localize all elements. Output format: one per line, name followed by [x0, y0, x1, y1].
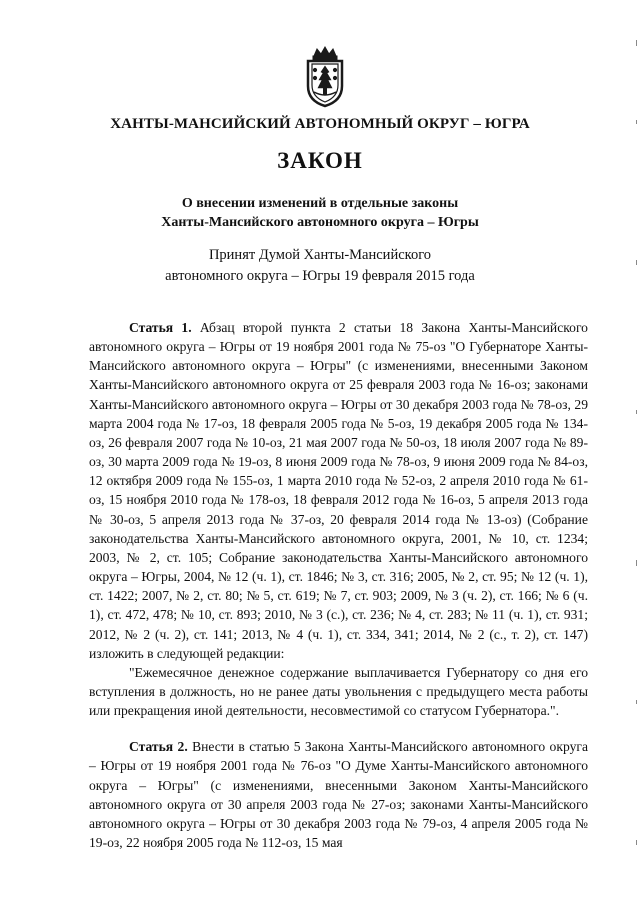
article-1-text: Абзац второй пункта 2 статьи 18 Закона Ханты-Мансийского автономного округа – Югры от 19 ноября 2001 года № 75-оз "О Губернаторе Ханты-Мансийского автономного округа – Югры" (с изменениями, внесенными Законом Ханты-Мансийского автономного округа от 25 февраля 2003 года № 16-оз; законами Ханты-Мансийского автономного округа – Югры от 30 декабря 2003 года № 78-оз, 29 марта 2004 года № 17-оз, 18 февраля 2005 года № 5-оз, 19 декабря 2005 года № 134-оз, 26 февраля 2007 года № 10-оз, 21 мая 2007 года № 50-оз, 18 июля 2007 года № 89-оз, 30 марта 2009 года № 19-оз, 8 июня 2009 года № 78-оз, 9 июня 2009 года № 84-оз, 12 октября 2009 года № 155-оз, 1 марта 2010 года № 52-оз, 2 апреля 2010 года № 61-оз, 15 ноября 2010 года № 178-оз, 18 февраля 2012 года № 16-оз, 5 апреля 2013 года № 30-оз, 5 апреля 2013 года № 37-оз, 20 февраля 2014 года № 13-оз) (Собрание законодательства Ханты-Мансийского автономного округа, 2001, № 10, ст. 1234; 2003, № 2, ст. 105; Собрание законодательства Ханты-Мансийского автономного округа – Югры, 2004, № 12 (ч. 1), ст. 1846; № 3, ст. 316; 2005, № 2, ст. 95; № 12 (ч. 1), ст. 1422; 2007, № 2, ст. 80; № 5, ст. 619; № 7, ст. 903; 2009, № 3 (ч. 2), ст. 166; № 6 (ч. 1), ст. 472, 478; № 10, ст. 893; 2010, № 3 (с.), ст. 236; № 4, ст. 283; № 11 (ч. 1), ст. 931; 2012, № 2 (ч. 2), ст. 141; 2013, № 4 (ч. 1), ст. 334, 341; 2014, № 2 (с., т. 2), ст. 147) изложить в следующей редакции: [89, 320, 588, 661]
subtitle-line-2: Ханты-Мансийского автономного округа – Югры [161, 215, 479, 230]
law-subtitle [0, 194, 640, 232]
scan-edge-marks [635, 0, 638, 905]
article-2-label: Статья 2. [129, 739, 188, 755]
article-1-paragraph [89, 318, 588, 663]
article-2-paragraph [89, 737, 588, 852]
law-body [89, 318, 588, 852]
subtitle-line-1: О внесении изменений в отдельные законы [181, 196, 459, 211]
document-type-title: ЗАКОН [277, 148, 363, 173]
article-2-text: Внести в статью 5 Закона Ханты-Мансийского автономного округа – Югры от 19 ноября 2001 года № 76-оз "О Думе Ханты-Мансийского автономного округа – Югры" (с изменениями, внесенными Законом Ханты-Мансийского автономного округа от 30 апреля 2003 года № 27-оз; законами Ханты-Мансийского автономного округа – Югры от 30 декабря 2003 года № 79-оз, 4 апреля 2005 года № 19-оз, 22 ноября 2005 года № 112-оз, 15 мая [89, 739, 588, 851]
adoption-note [0, 245, 640, 287]
article-1-quote: "Ежемесячное денежное содержание выплачивается Губернатору со дня его вступления в должность, но не ранее даты увольнения с предыдущего места работы или прекращения иной деятельности, несовместимой со статусом Губернатора.". [89, 664, 588, 719]
adoption-line-2: автономного округа – Югры 19 февраля 2015 года [165, 268, 475, 284]
coat-of-arms-icon [300, 46, 350, 108]
adoption-line-1: Принят Думой Ханты-Мансийского [208, 247, 432, 263]
region-title: ХАНТЫ-МАНСИЙСКИЙ АВТОНОМНЫЙ ОКРУГ – ЮГРА [110, 116, 530, 132]
article-1-label: Статья 1. [129, 320, 192, 335]
